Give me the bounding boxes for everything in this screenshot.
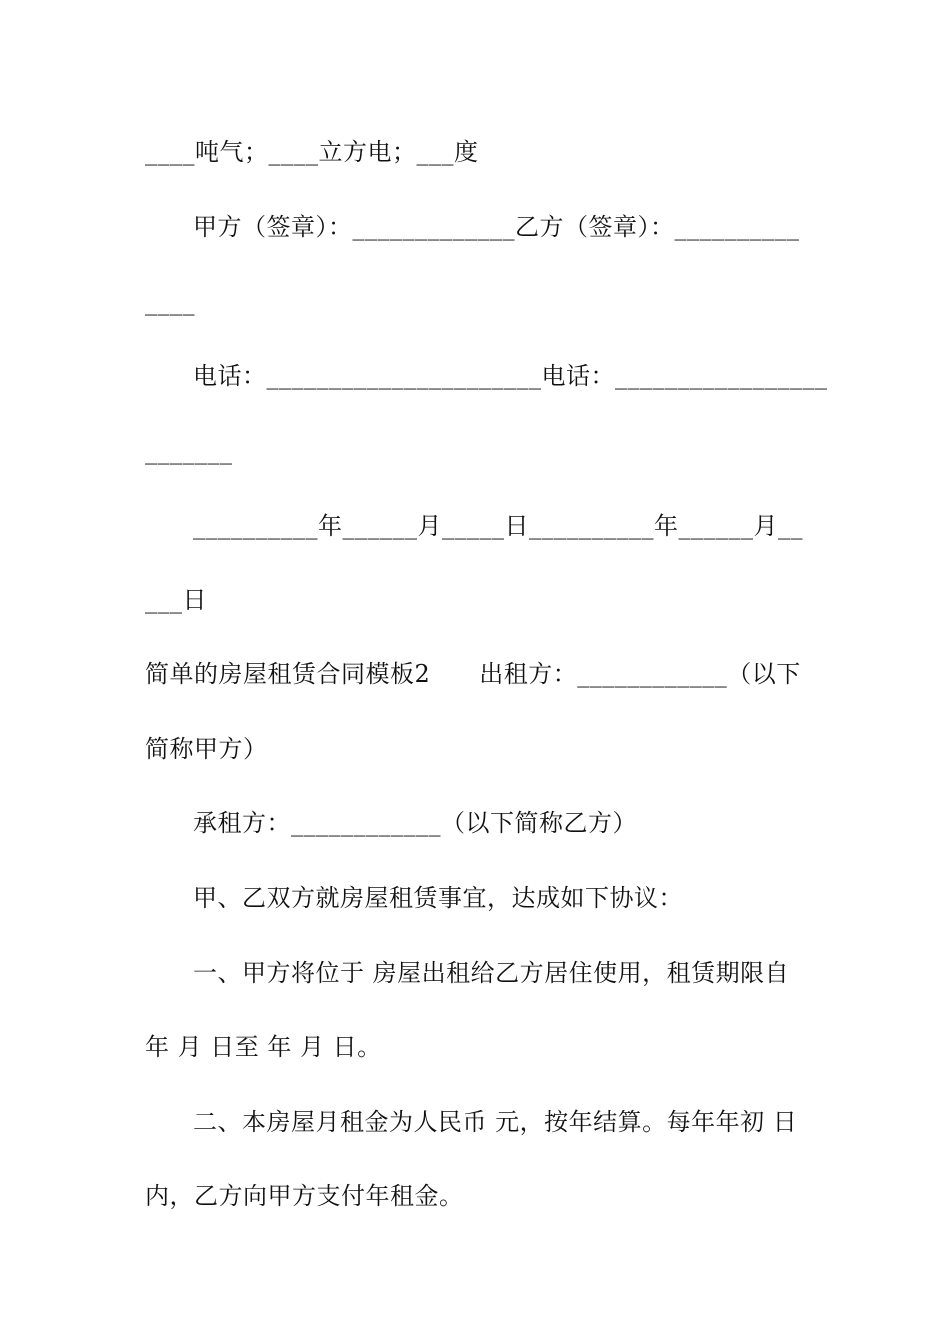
clause-1-line: 一、甲方将位于 房屋出租给乙方居住使用，租赁期限自	[193, 959, 790, 987]
clause-2-line: 二、本房屋月租金为人民币 元，按年结算。每年年初 日	[193, 1108, 798, 1136]
utility-units-line: ____吨气；____立方电；___度	[145, 138, 479, 166]
lessor-abbreviation-line: 简称甲方）	[145, 735, 268, 763]
signature-line: 甲方（签章）：_____________乙方（签章）：__________	[193, 213, 800, 241]
signature-line-continued: ____	[145, 288, 195, 316]
phone-line-continued: _______	[145, 437, 233, 465]
contract-title-line: 简单的房屋租赁合同模板2 出租方：____________（以下	[145, 660, 801, 688]
lessee-line: 承租方：____________（以下简称乙方）	[193, 809, 637, 837]
date-line-continued: ___日	[145, 586, 207, 614]
clause-1-line-continued: 年 月 日至 年 月 日。	[145, 1033, 382, 1061]
date-line: __________年______月_____日__________年______月__	[193, 512, 803, 540]
phone-line: 电话：______________________电话：_________________	[193, 362, 828, 390]
clause-2-line-continued: 内，乙方向甲方支付年租金。	[145, 1182, 464, 1210]
agreement-intro-line: 甲、乙双方就房屋租赁事宜，达成如下协议：	[193, 884, 683, 912]
